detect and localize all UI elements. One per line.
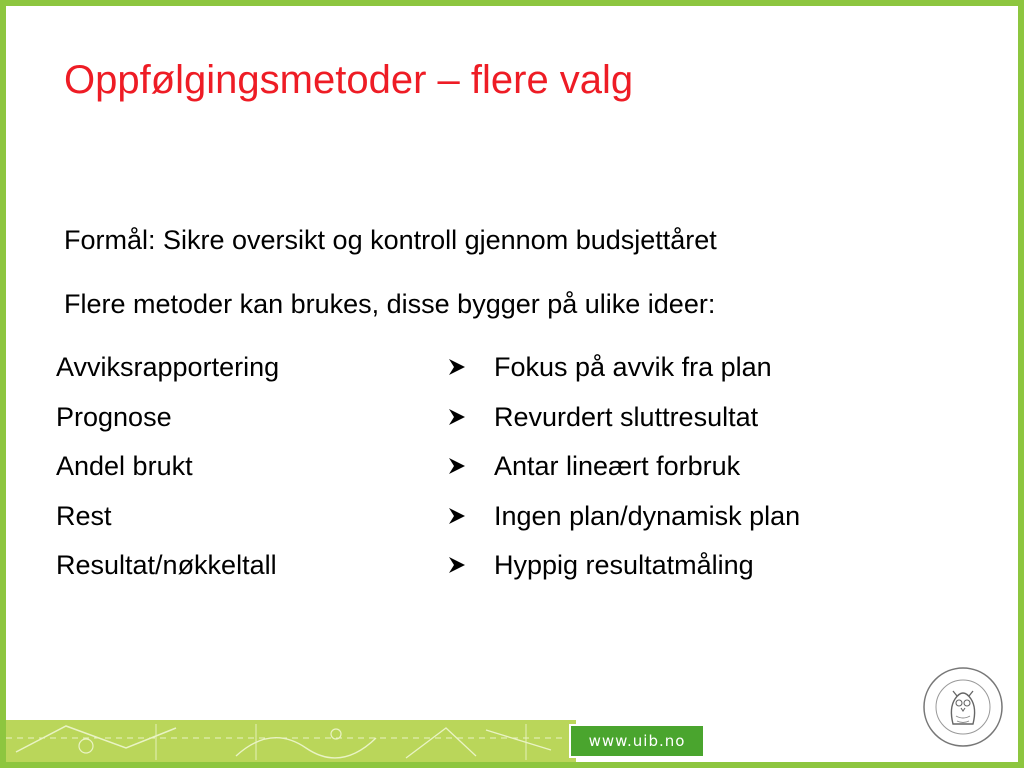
idea-item [448, 448, 800, 498]
idea-item [448, 547, 800, 597]
idea-text: Antar lineært forbruk [494, 451, 741, 481]
arrowhead-bullet-icon [448, 358, 466, 376]
arrowhead-bullet-icon [448, 556, 466, 574]
method-item: Rest [56, 500, 112, 531]
ideas-list [448, 349, 800, 597]
intro-methods: Flere metoder kan brukes, disse bygger på ulike ideer: [64, 289, 716, 319]
slide-title: Oppfølgingsmetoder – flere valg [64, 58, 634, 102]
method-item: Prognose [56, 401, 172, 432]
method-item: Resultat/nøkkeltall [56, 550, 277, 580]
idea-item [448, 399, 800, 449]
idea-text: Hyppig resultatmåling [494, 550, 754, 580]
idea-text: Ingen plan/dynamisk plan [494, 500, 801, 531]
arrowhead-bullet-icon [448, 408, 466, 426]
method-item: Avviksrapportering [56, 352, 280, 382]
idea-item [448, 349, 800, 399]
method-item: Andel brukt [56, 451, 193, 481]
arrowhead-bullet-icon [448, 507, 466, 525]
arrowhead-bullet-icon [448, 457, 466, 475]
intro-purpose: Formål: Sikre oversikt og kontroll gjennom budsjettåret [64, 225, 717, 255]
idea-text: Revurdert sluttresultat [494, 401, 759, 432]
footer-band [6, 720, 1018, 762]
idea-item [448, 498, 800, 548]
idea-text: Fokus på avvik fra plan [494, 352, 772, 382]
methods-list [56, 349, 279, 597]
footer-url: www.uib.no [569, 724, 705, 758]
footer-decoration [6, 720, 576, 762]
